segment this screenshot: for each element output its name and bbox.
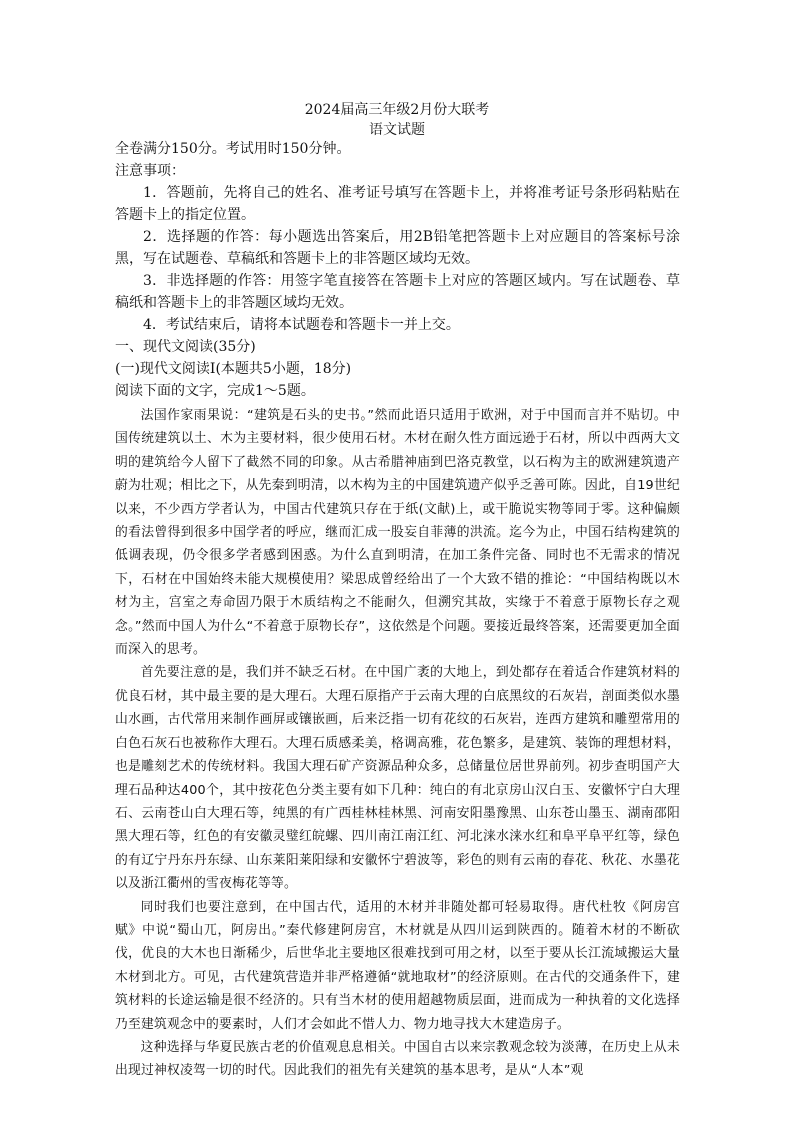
- passage-paragraph: 这种选择与华夏民族古老的价值观息息相关。中国自古以来宗教观念较为淡薄，在历史上从未出现过神权凌驾一切的时代。因此我们的祖先有关建筑的基本思考，是从“人本”观: [115, 1039, 680, 1079]
- subject-title: 语文试题: [369, 122, 425, 138]
- score-time-line: 全卷满分150分。考试用时150分钟。: [115, 141, 351, 157]
- note-item: 4．考试结束后，请将本试题卷和答题卡一并上交。: [143, 317, 460, 333]
- reading-instruction: 阅读下面的文字，完成1～5题。: [115, 383, 315, 399]
- note-item: 3．非选择题的作答：用签字笔直接答在答题卡上对应的答题区域内。写在试题卷、草稿纸和答题卡上的非答题区域均无效。: [115, 273, 680, 311]
- note-item: 2．选择题的作答：每小题选出答案后，用2B铅笔把答题卡上对应题目的答案标号涂黑，写在试题卷、草稿纸和答题卡上的非答题区域均无效。: [115, 229, 680, 267]
- passage-paragraph: 法国作家雨果说：“建筑是石头的史书。”然而此语只适用于欧洲，对于中国而言并不贴切。中国传统建筑以土、木为主要材料，很少使用石材。木材在耐久性方面远逊于石材，所以中西两大文明的建筑给今人留下了截然不同的印象。从古希腊神庙到巴洛克教堂，以石构为主的欧洲建筑遗产蔚为壮观；相比之下，从先秦到明清，以木构为主的中国建筑遗产似乎乏善可陈。因此，自19世纪以来，不少西方学者认为，中国古代建筑只存在于纸(文献)上，或干脆说实物等同于零。这种偏颇的看法曾得到很多中国学者的呼应，继而汇成一股妄自菲薄的洪流。迄今为止，中国石结构建筑的低调表现，仍令很多学者感到困惑。为什么直到明清，在加工条件完备、同时也不无需求的情况下，石材在中国始终未能大规模使用？梁思成曾经给出了一个大致不错的推论：“中国结构既以木材为主，宫室之寿命固乃限于木质结构之不能耐久，但溯究其故，实缘于不着意于原物长存之观念。”然而中国人为什么“不着意于原物长存”，这依然是个问题。要接近最终答案，还需要更加全面而深入的思考。: [115, 408, 680, 658]
- page-body: [115, 138, 680, 1083]
- section-subheading: (一)现代文阅读Ⅰ(本题共5小题，18分): [115, 361, 352, 377]
- section-heading: 一、现代文阅读(35分): [115, 339, 256, 355]
- passage-paragraph: 同时我们也要注意到，在中国古代，适用的木材并非随处都可轻易取得。唐代杜牧《阿房宫赋》中说“蜀山兀，阿房出。”秦代修建阿房宫，木材就是从四川运到陕西的。随着木材的不断砍伐，优良的大木也日渐稀少，后世华北主要地区很难找到可用之材，以至于要从长江流域搬运大量木材到北方。可见，古代建筑营造并非严格遵循“就地取材”的经济原则。在古代的交通条件下，建筑材料的长途运输是很不经济的。只有当木材的使用超越物质层面，进而成为一种执着的文化选择乃至建筑观念中的要素时，人们才会如此不惜人力、物力地寻找大木建造房子。: [115, 899, 680, 1032]
- exam-title: 2024届高三年级2月份大联考: [304, 102, 490, 118]
- note-item: 1．答题前，先将自己的姓名、准考证号填写在答题卡上，并将准考证号条形码粘贴在答题卡上的指定位置。: [115, 185, 680, 223]
- reading-passage: [115, 404, 680, 1083]
- passage-paragraph: 首先要注意的是，我们并不缺乏石材。在中国广袤的大地上，到处都存在着适合作建筑材料的优良石材，其中最主要的是大理石。大理石原指产于云南大理的白底黑纹的石灰岩，剖面类似水墨山水画，古代常用来制作画屏或镶嵌画，后来泛指一切有花纹的石灰岩，连西方建筑和雕塑常用的白色石灰石也被称作大理石。大理石质感柔美，格调高雅，花色繁多，是建筑、装饰的理想材料，也是雕刻艺术的传统材料。我国大理石矿产资源品种众多，总储量位居世界前列。初步查明国产大理石品种达400个，其中按花色分类主要有如下几种：纯白的有北京房山汉白玉、安徽怀宁白大理石、云南苍山白大理石等，纯黑的有广西桂林桂林黑、河南安阳墨豫黑、山东苍山墨玉、湖南邵阳黑大理石等，红色的有安徽灵璧红皖螺、四川南江南江红、河北涞水涞水红和阜平阜平红等，绿色的有辽宁丹东丹东绿、山东莱阳莱阳绿和安徽怀宁碧波等，彩色的则有云南的春花、秋花、水墨花以及浙江衢州的雪夜梅花等等。: [115, 665, 680, 892]
- notes-heading: 注意事项：: [115, 163, 185, 179]
